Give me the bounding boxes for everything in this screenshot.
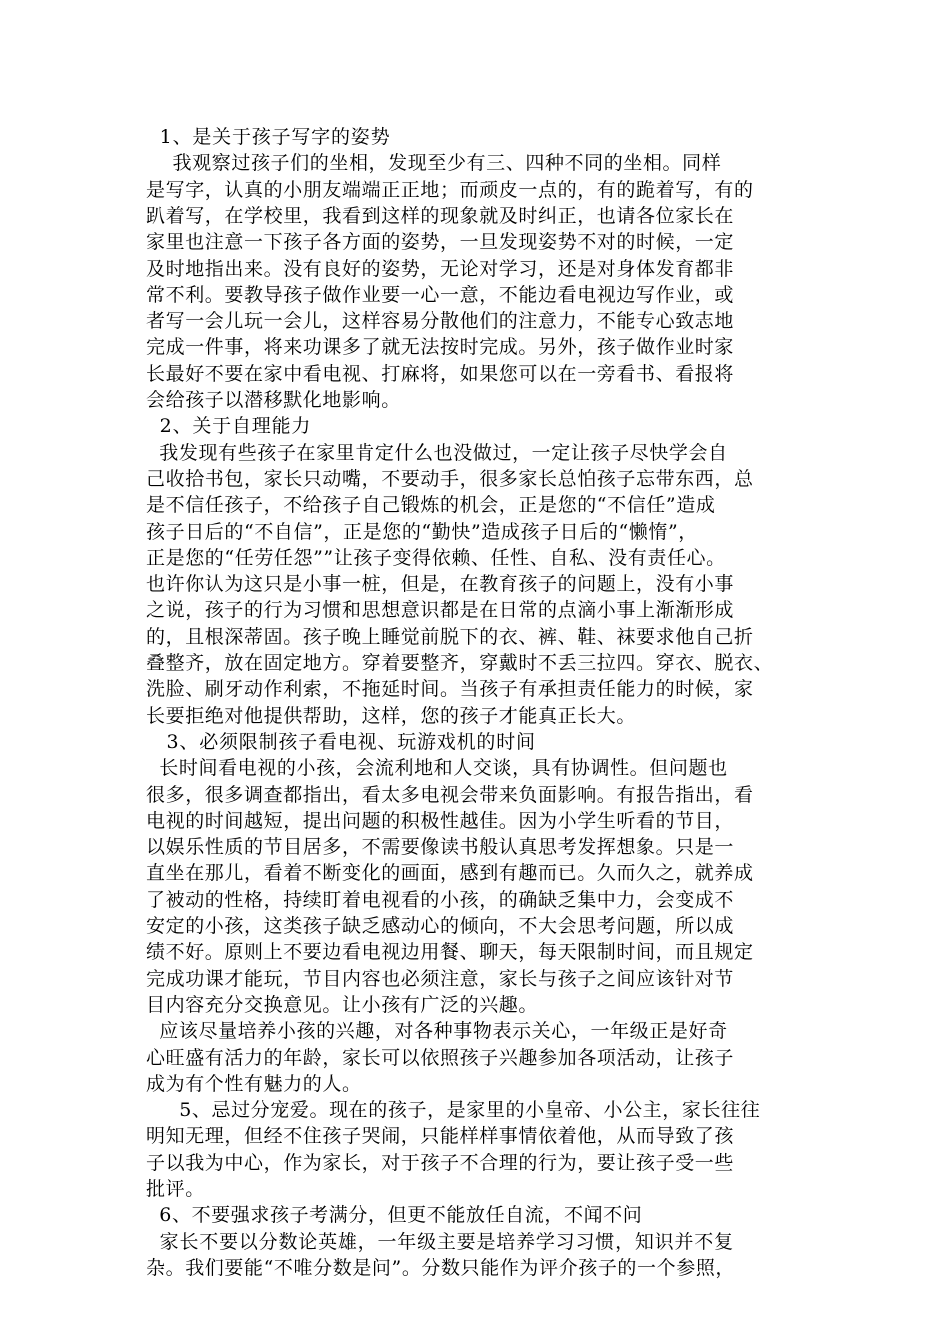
body-text-line: 完成功课才能玩，节目内容也必须注意，家长与孩子之间应该针对节	[146, 967, 735, 990]
body-text-line: 心旺盛有活力的年龄，家长可以依照孩子兴趣参加各项活动，让孩子	[146, 1046, 735, 1069]
body-text-line: 成为有个性有魅力的人。	[146, 1072, 362, 1095]
body-text-line: 常不利。要教导孩子做作业要一心一意，不能边看电视边写作业，或	[146, 283, 735, 306]
section-heading: 2、关于自理能力	[146, 415, 312, 438]
body-text-line: 是不信任孩子，不给孩子自己锻炼的机会，正是您的“不信任”造成	[146, 494, 716, 517]
body-text-line: 5、忌过分宠爱。现在的孩子，是家里的小皇帝、小公主，家长往往	[146, 1099, 761, 1122]
body-text-line: 电视的时间越短，提出问题的积极性越佳。因为小学生听看的节目，	[146, 809, 735, 832]
body-text-line: 我发现有些孩子在家里肯定什么也没做过，一定让孩子尽快学会自	[146, 441, 728, 464]
body-text-line: 批评。	[146, 1178, 205, 1200]
body-text-line: 趴着写，在学校里，我看到这样的现象就及时纠正，也请各位家长在	[146, 204, 735, 227]
body-text-line: 目内容充分交换意见。让小孩有广泛的兴趣。	[146, 993, 539, 1016]
body-text-line: 完成一件事，将来功课多了就无法按时完成。另外，孩子做作业时家	[146, 336, 735, 359]
body-text-line: 之说，孩子的行为习惯和思想意识都是在日常的点滴小事上渐渐形成	[146, 599, 735, 622]
body-text-line: 己收拾书包，家长只动嘴，不要动手，很多家长总怕孩子忘带东西，总	[146, 467, 754, 490]
body-text-line: 长要拒绝对他提供帮助，这样，您的孩子才能真正长大。	[146, 704, 637, 727]
body-text-line: 会给孩子以潜移默化地影响。	[146, 389, 401, 411]
body-text-line: 我观察过孩子们的坐相，发现至少有三、四种不同的坐相。同样	[146, 152, 722, 175]
body-text-line: 及时地指出来。没有良好的姿势，无论对学习，还是对身体发育都非	[146, 257, 735, 280]
section-heading: 3、必须限制孩子看电视、玩游戏机的时间	[146, 730, 536, 753]
body-text-line: 洗脸、刷牙动作利索，不拖延时间。当孩子有承担责任能力的时候，家	[146, 678, 754, 701]
body-text-line: 了被动的性格，持续盯着电视看的小孩，的确缺乏集中力，会变成不	[146, 888, 735, 911]
body-text-line: 是写字，认真的小朋友端端正正地；而顽皮一点的，有的跪着写，有的	[146, 178, 754, 201]
body-text-line: 很多，很多调查都指出，看太多电视会带来负面影响。有报告指出，看	[146, 783, 754, 806]
body-text-line: 以娱乐性质的节目居多，不需要像读书般认真思考发挥想象。只是一	[146, 836, 735, 859]
body-text-line: 孩子日后的“不自信”，正是您的“勤快”造成孩子日后的“懒惰”，	[146, 520, 698, 543]
body-text-line: 绩不好。原则上不要边看电视边用餐、聊天，每天限制时间，而且规定	[146, 941, 754, 964]
body-text-line: 叠整齐，放在固定地方。穿着要整齐，穿戴时不丢三拉四。穿衣、脱衣、	[146, 652, 774, 674]
section-heading: 1、是关于孩子写字的姿势	[146, 126, 391, 148]
body-text-line: 也许你认为这只是小事一桩，但是，在教育孩子的问题上，没有小事	[146, 573, 735, 596]
body-text-line: 的，且根深蒂固。孩子晚上睡觉前脱下的衣、裤、鞋、袜要求他自己折	[146, 625, 754, 648]
body-text-line: 者写一会儿玩一会儿，这样容易分散他们的注意力，不能专心致志地	[146, 310, 735, 333]
body-text-line: 直坐在那儿，看着不断变化的画面，感到有趣而已。久而久之，就养成	[146, 862, 754, 885]
section-heading: 家长不要以分数论英雄，一年级主要是培养学习习惯，知识并不复	[146, 1230, 734, 1253]
body-text-line: 子以我为中心，作为家长，对于孩子不合理的行为，要让孩子受一些	[146, 1151, 735, 1174]
body-text-line: 应该尽量培养小孩的兴趣，对各种事物表示关心，一年级正是好奇	[146, 1020, 728, 1043]
body-text-line: 长最好不要在家中看电视、打麻将，如果您可以在一旁看书、看报将	[146, 362, 735, 385]
body-text-line: 正是您的“任劳任怨””让孩子变得依赖、任性、自私、没有责任心。	[146, 546, 726, 569]
body-text-line: 杂。我们要能“不唯分数是问”。分数只能作为评介孩子的一个参照，	[146, 1256, 736, 1279]
body-text-line: 长时间看电视的小孩，会流利地和人交谈，具有协调性。但问题也	[146, 757, 728, 780]
body-text-line: 安定的小孩，这类孩子缺乏感动心的倾向，不大会思考问题，所以成	[146, 915, 735, 937]
body-text-line: 6、不要强求孩子考满分，但更不能放任自流，不闻不问	[146, 1204, 643, 1227]
body-text-line: 家里也注意一下孩子各方面的姿势，一旦发现姿势不对的时候，一定	[146, 231, 735, 254]
body-text-line: 明知无理，但经不住孩子哭闹，只能样样事情依着他，从而导致了孩	[146, 1125, 735, 1148]
